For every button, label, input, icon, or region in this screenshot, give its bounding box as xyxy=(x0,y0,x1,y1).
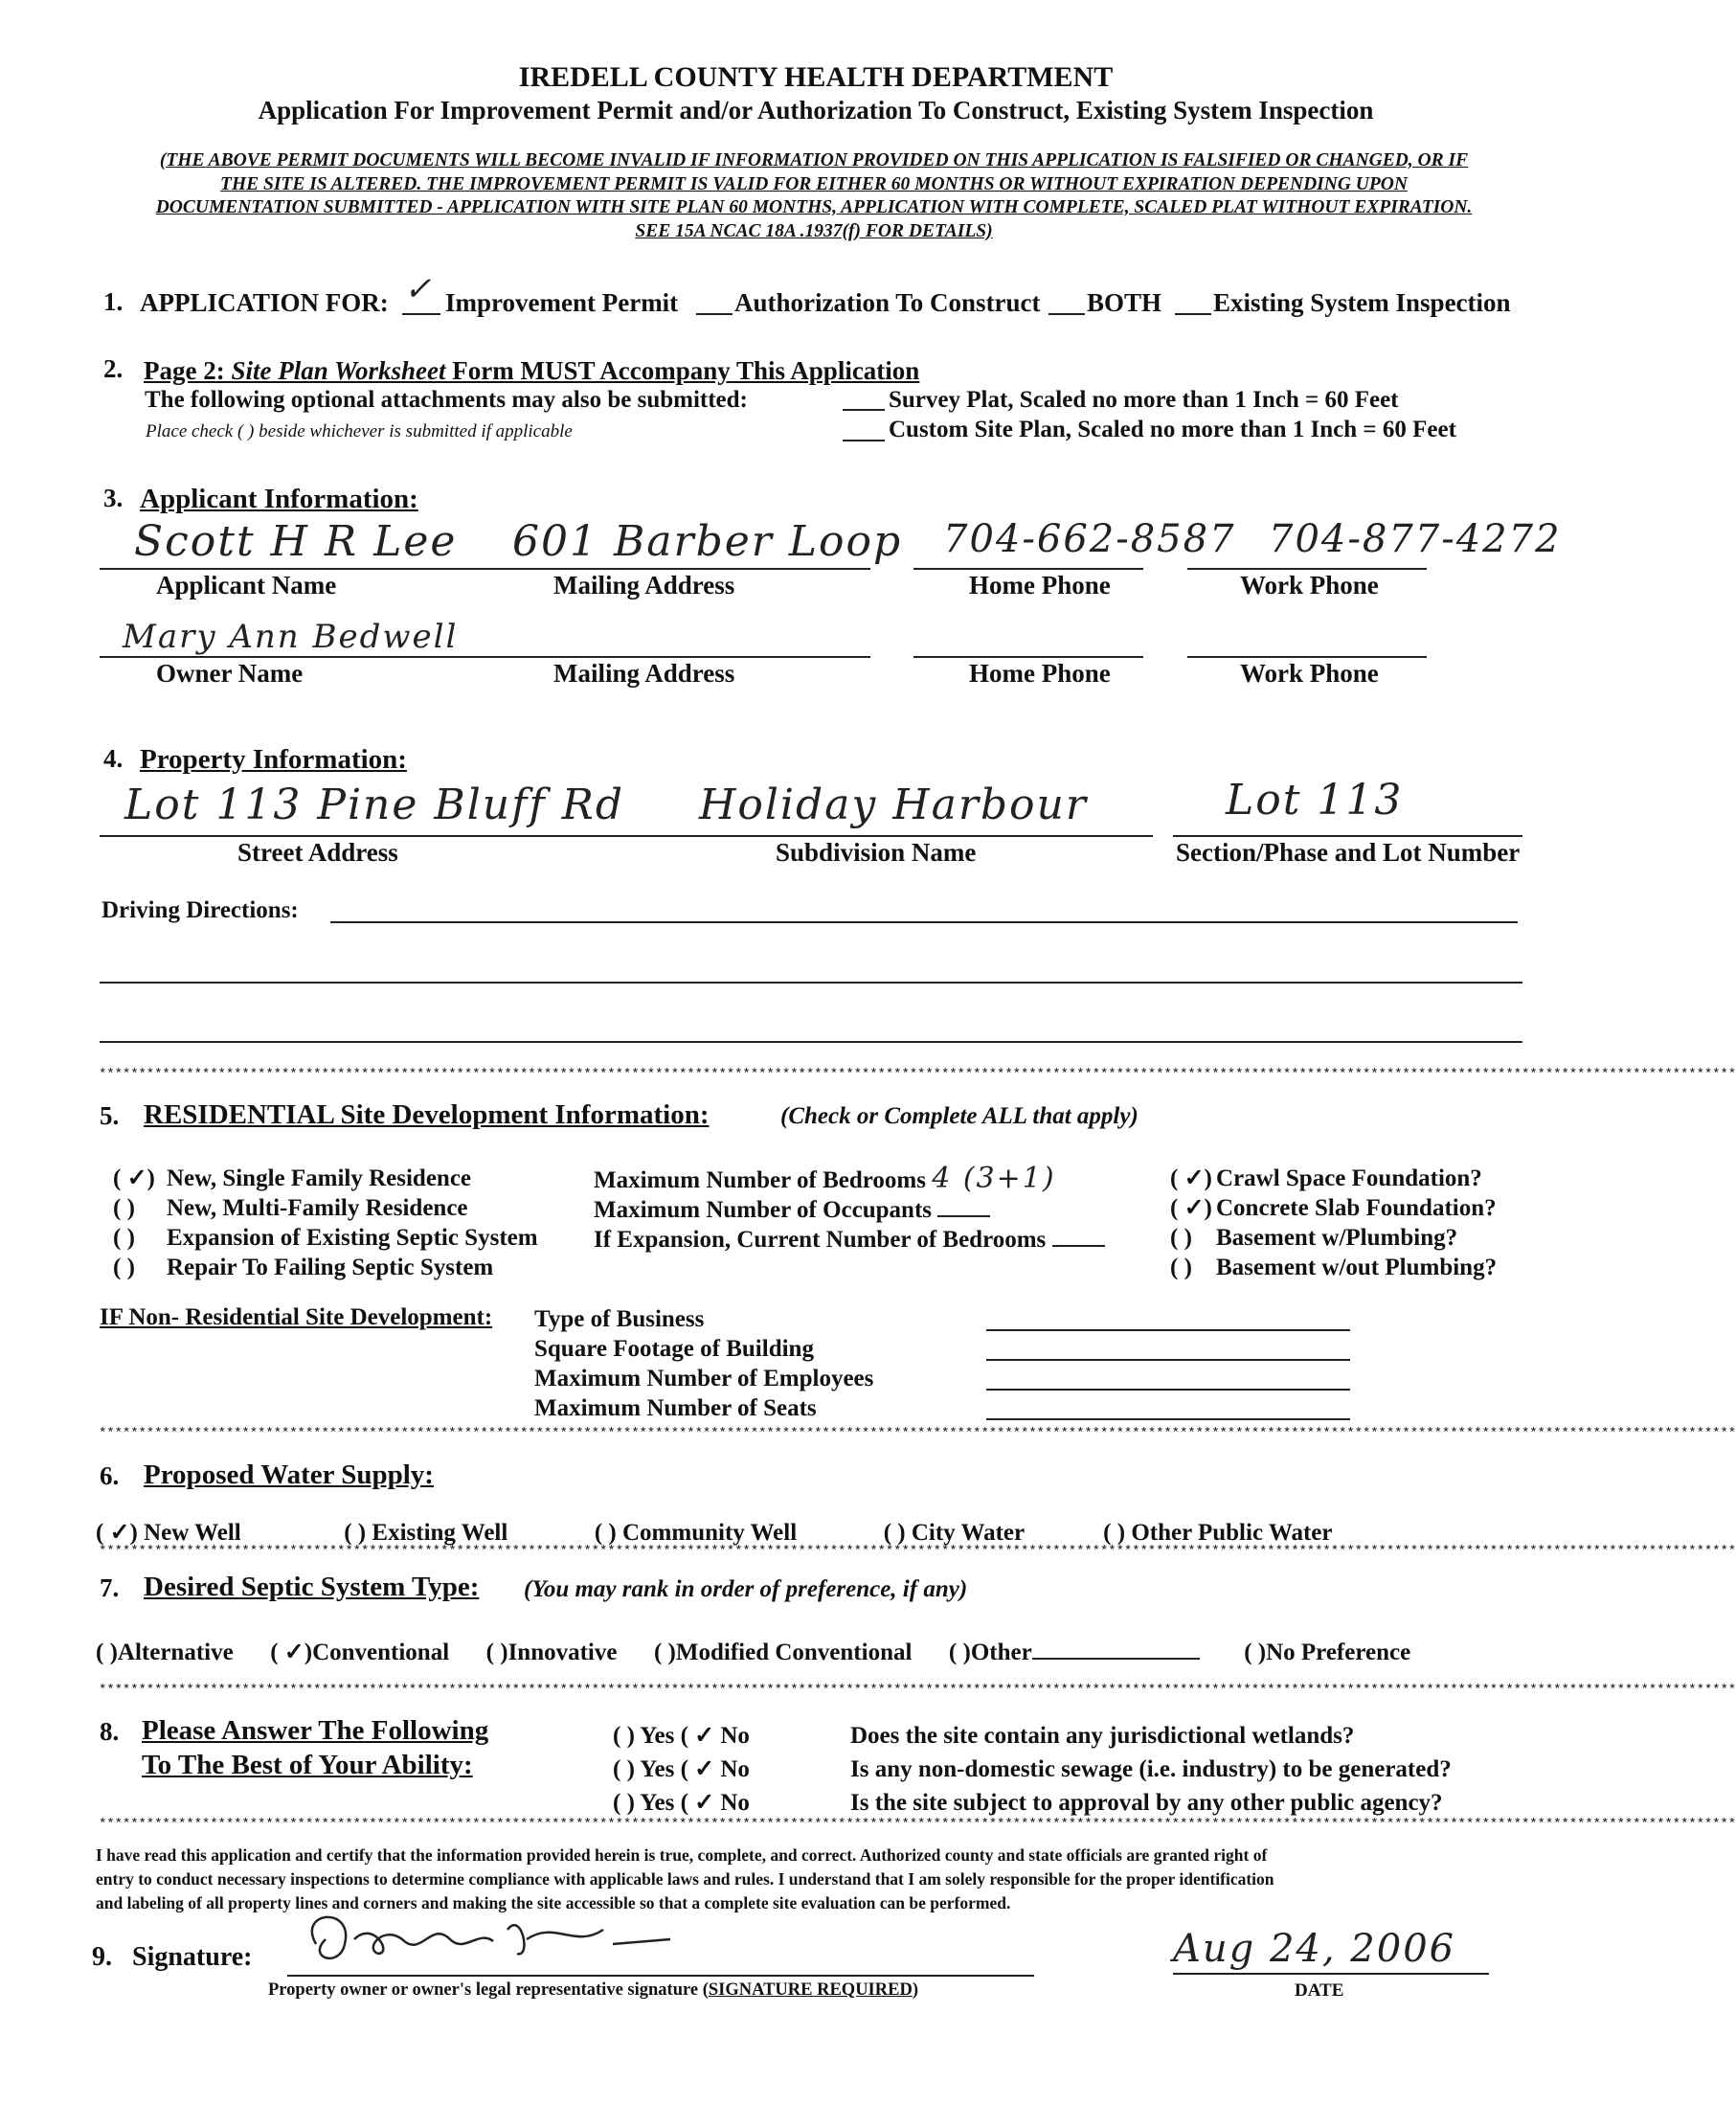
applicant-home-phone-line[interactable] xyxy=(913,568,1143,570)
street-subdivision-line[interactable] xyxy=(100,835,1153,837)
septic-option[interactable]: ( ✓)Conventional xyxy=(270,1640,450,1665)
lot-label: Section/Phase and Lot Number xyxy=(1176,838,1521,867)
septic-type-title: Desired Septic System Type: xyxy=(144,1572,480,1602)
optional-attachments-text: The following optional attachments may also be submitted: xyxy=(145,387,748,413)
type-of-business-line[interactable] xyxy=(986,1329,1350,1331)
foundation-option[interactable]: ( ✓) Crawl Space Foundation? xyxy=(1170,1165,1482,1191)
non-residential-title: IF Non- Residential Site Development: xyxy=(100,1304,493,1330)
septic-option[interactable]: ( )No Preference xyxy=(1244,1640,1411,1665)
street-address-label: Street Address xyxy=(237,838,398,867)
separator-stars: ************************************************************************************************************************************************************************************************************** xyxy=(99,1544,1736,1559)
signature-label: Signature: xyxy=(132,1942,253,1972)
subdivision-label: Subdivision Name xyxy=(776,838,977,867)
answers-column xyxy=(613,1719,750,1820)
date-line[interactable] xyxy=(1173,1973,1489,1975)
residential-note: (Check or Complete ALL that apply) xyxy=(780,1103,1139,1129)
authorization-blank[interactable] xyxy=(696,313,733,315)
septic-option[interactable]: ( )Alternative xyxy=(96,1640,234,1665)
survey-plat-option: Survey Plat, Scaled no more than 1 Inch = 60 Feet xyxy=(889,387,1399,413)
section-3-number: 3. xyxy=(103,484,124,512)
custom-site-plan-blank[interactable] xyxy=(843,440,885,441)
improvement-permit-option: Improvement Permit xyxy=(445,288,679,317)
yes-option[interactable]: ( ) Yes xyxy=(613,1756,675,1782)
foundation-option[interactable]: ( ) Basement w/out Plumbing? xyxy=(1170,1255,1498,1280)
no-option[interactable]: ( ✓ No xyxy=(680,1723,750,1749)
signature-line[interactable] xyxy=(287,1975,1034,1977)
foundation-option[interactable]: ( ) Basement w/Plumbing? xyxy=(1170,1225,1458,1251)
application-for-label: APPLICATION FOR: xyxy=(140,288,389,317)
home-phone-label: Home Phone xyxy=(969,571,1111,600)
existing-inspection-blank[interactable] xyxy=(1175,313,1211,315)
yes-option[interactable]: ( ) Yes xyxy=(613,1790,675,1816)
water-option[interactable]: ( ) Existing Well xyxy=(344,1520,508,1546)
septic-option[interactable]: ( )Other xyxy=(948,1640,1032,1665)
water-option[interactable]: ( ) Community Well xyxy=(594,1520,798,1546)
improvement-permit-blank[interactable] xyxy=(402,313,440,315)
mailing-address-label: Mailing Address xyxy=(553,571,735,600)
signature-caption: Property owner or owner's legal representative signature (SIGNATURE REQUIRED) xyxy=(268,1980,918,2000)
current-bedrooms-field: If Expansion, Current Number of Bedrooms xyxy=(594,1225,1105,1255)
existing-inspection-option: Existing System Inspection xyxy=(1213,288,1511,317)
form-title: IREDELL COUNTY HEALTH DEPARTMENT xyxy=(518,61,1114,93)
septic-type-note: (You may rank in order of preference, if any) xyxy=(524,1576,968,1602)
section-1-number: 1. xyxy=(103,287,124,316)
authorization-option: Authorization To Construct xyxy=(734,288,1041,317)
section-2-number: 2. xyxy=(103,354,124,383)
separator-stars: ************************************************************************************************************************************************************************************************************** xyxy=(99,1426,1736,1441)
questions-title-2: To The Best of Your Ability: xyxy=(142,1750,473,1780)
residence-option[interactable]: ( ) Repair To Failing Septic System xyxy=(113,1255,494,1280)
form-subtitle: Application For Improvement Permit and/or Authorization To Construct, Existing System Inspection xyxy=(258,96,1374,124)
water-option[interactable]: ( ) City Water xyxy=(883,1520,1025,1546)
water-option[interactable]: ( ) Other Public Water xyxy=(1103,1520,1333,1546)
signature-scribble xyxy=(287,1901,689,1973)
applicant-name-value: Scott H R Lee xyxy=(134,517,458,566)
square-footage-line[interactable] xyxy=(986,1359,1350,1361)
owner-home-phone-label: Home Phone xyxy=(969,659,1111,688)
section-5-number: 5. xyxy=(100,1101,120,1130)
foundation-column xyxy=(1170,1164,1497,1282)
applicant-name-label: Applicant Name xyxy=(156,571,337,600)
water-supply-title: Proposed Water Supply: xyxy=(144,1459,434,1490)
residence-option[interactable]: ( ) New, Multi-Family Residence xyxy=(113,1195,468,1221)
section-6-number: 6. xyxy=(100,1461,120,1490)
street-address-value: Lot 113 Pine Bluff Rd xyxy=(124,781,624,829)
applicant-home-phone-value: 704-662-8587 xyxy=(943,517,1236,561)
water-supply-options xyxy=(96,1518,1332,1547)
driving-directions-label: Driving Directions: xyxy=(101,897,299,923)
septic-option[interactable]: ( )Innovative xyxy=(485,1640,618,1665)
survey-plat-blank[interactable] xyxy=(843,409,885,411)
water-option[interactable]: ( ✓) New Well xyxy=(96,1520,241,1546)
septic-option[interactable]: ( )Modified Conventional xyxy=(653,1640,913,1665)
residence-option[interactable]: ( ✓) New, Single Family Residence xyxy=(113,1165,472,1191)
validity-disclaimer: (THE ABOVE PERMIT DOCUMENTS WILL BECOME INVALID IF INFORMATION PROVIDED ON THIS APPLICATION IS FALSIFIED OR CHANGED, OR IF THE SITE IS ALTERED. THE IMPROVEMENT PERMIT IS VALID FOR EITHER 60 MONTHS OR WITHOUT EXPIRATION DEPENDING UPON DOCUMENTATION SUBMITTED - APPLICATION WITH SITE PLAN 60 MONTHS, APPLICATION WITH COMPLETE, SCALED PLAT WITHOUT EXPIRATION. SEE 15A NCAC 18A .1937(f) FOR DETAILS) xyxy=(155,150,1473,241)
section-4-number: 4. xyxy=(103,744,124,773)
owner-mailing-address-label: Mailing Address xyxy=(553,659,735,688)
occupants-field: Maximum Number of Occupants xyxy=(594,1195,1105,1225)
lot-line[interactable] xyxy=(1173,835,1522,837)
date-label: DATE xyxy=(1295,1980,1344,2001)
applicant-work-phone-line[interactable] xyxy=(1187,568,1427,570)
no-option[interactable]: ( ✓ No xyxy=(680,1790,750,1816)
both-option: BOTH xyxy=(1087,288,1162,317)
seats-line[interactable] xyxy=(986,1418,1350,1420)
questions-column: Does the site contain any jurisdictional wetlands? Is any non-domestic sewage (i.e. industry) to be generated? Is the site subject to approval by any other public agency? xyxy=(850,1723,1452,1816)
driving-directions-line-2[interactable] xyxy=(100,982,1522,984)
date-value: Aug 24, 2006 xyxy=(1173,1927,1456,1971)
applicant-info-title: Applicant Information: xyxy=(140,484,418,514)
custom-site-plan-option: Custom Site Plan, Scaled no more than 1 Inch = 60 Feet xyxy=(889,417,1456,442)
foundation-option[interactable]: ( ✓) Concrete Slab Foundation? xyxy=(1170,1195,1497,1221)
residential-title: RESIDENTIAL Site Development Information: xyxy=(144,1099,710,1130)
yes-option[interactable]: ( ) Yes xyxy=(613,1723,675,1749)
bedroom-column xyxy=(594,1164,1105,1255)
owner-line[interactable] xyxy=(100,656,870,658)
property-info-title: Property Information: xyxy=(140,744,407,775)
separator-stars: ************************************************************************************************************************************************************************************************************** xyxy=(99,1817,1736,1832)
owner-name-label: Owner Name xyxy=(156,659,304,688)
questions-title-1: Please Answer The Following xyxy=(142,1715,489,1746)
owner-home-phone-line[interactable] xyxy=(913,656,1143,658)
certification-statement: I have read this application and certify that the information provided herein is true, complete, and correct. Authorized county and state officials are granted right of entry to conduct necessary inspections to determine compliance with applicable laws and rules. I understand that I am solely responsible for the proper identification and labeling of all property lines and corners and making the site accessible so that a complete site evaluation can be performed. xyxy=(96,1845,1274,1912)
no-option[interactable]: ( ✓ No xyxy=(680,1756,750,1782)
work-phone-label: Work Phone xyxy=(1240,571,1379,600)
residence-type-column xyxy=(113,1164,538,1282)
owner-work-phone-line[interactable] xyxy=(1187,656,1427,658)
septic-type-options xyxy=(96,1638,1410,1666)
separator-stars: ************************************************************************************************************************************************************************************************************** xyxy=(99,1067,1736,1082)
employees-line[interactable] xyxy=(986,1389,1350,1391)
improvement-permit-check: ✓ xyxy=(404,270,434,308)
lot-number-value: Lot 113 xyxy=(1226,776,1404,825)
place-check-instruction: Place check ( ) beside whichever is submitted if applicable xyxy=(146,421,573,441)
section-8-number: 8. xyxy=(100,1717,120,1746)
section-7-number: 7. xyxy=(100,1573,120,1602)
owner-work-phone-label: Work Phone xyxy=(1240,659,1379,688)
applicant-line[interactable] xyxy=(100,568,870,570)
driving-directions-line-1[interactable] xyxy=(330,921,1518,923)
non-residential-fields: Type of Business Square Footage of Building Maximum Number of Employees Maximum Number of Seats xyxy=(534,1306,874,1421)
site-plan-requirement: Page 2: Site Plan Worksheet Form MUST Accompany This Application xyxy=(144,356,920,385)
separator-stars: ************************************************************************************************************************************************************************************************************** xyxy=(99,1683,1736,1698)
section-9-number: 9. xyxy=(92,1942,112,1972)
owner-name-value: Mary Ann Bedwell xyxy=(123,618,459,656)
residence-option[interactable]: ( ) Expansion of Existing Septic System xyxy=(113,1225,538,1251)
both-blank[interactable] xyxy=(1048,313,1085,315)
applicant-address-value: 601 Barber Loop xyxy=(512,517,903,566)
septic-other-line[interactable] xyxy=(1032,1658,1200,1660)
subdivision-value: Holiday Harbour xyxy=(699,781,1088,829)
applicant-work-phone-value: 704-877-4272 xyxy=(1269,517,1562,561)
driving-directions-line-3[interactable] xyxy=(100,1041,1522,1043)
bedroom-field: Maximum Number of Bedrooms 4 (3+1) xyxy=(594,1162,1056,1195)
